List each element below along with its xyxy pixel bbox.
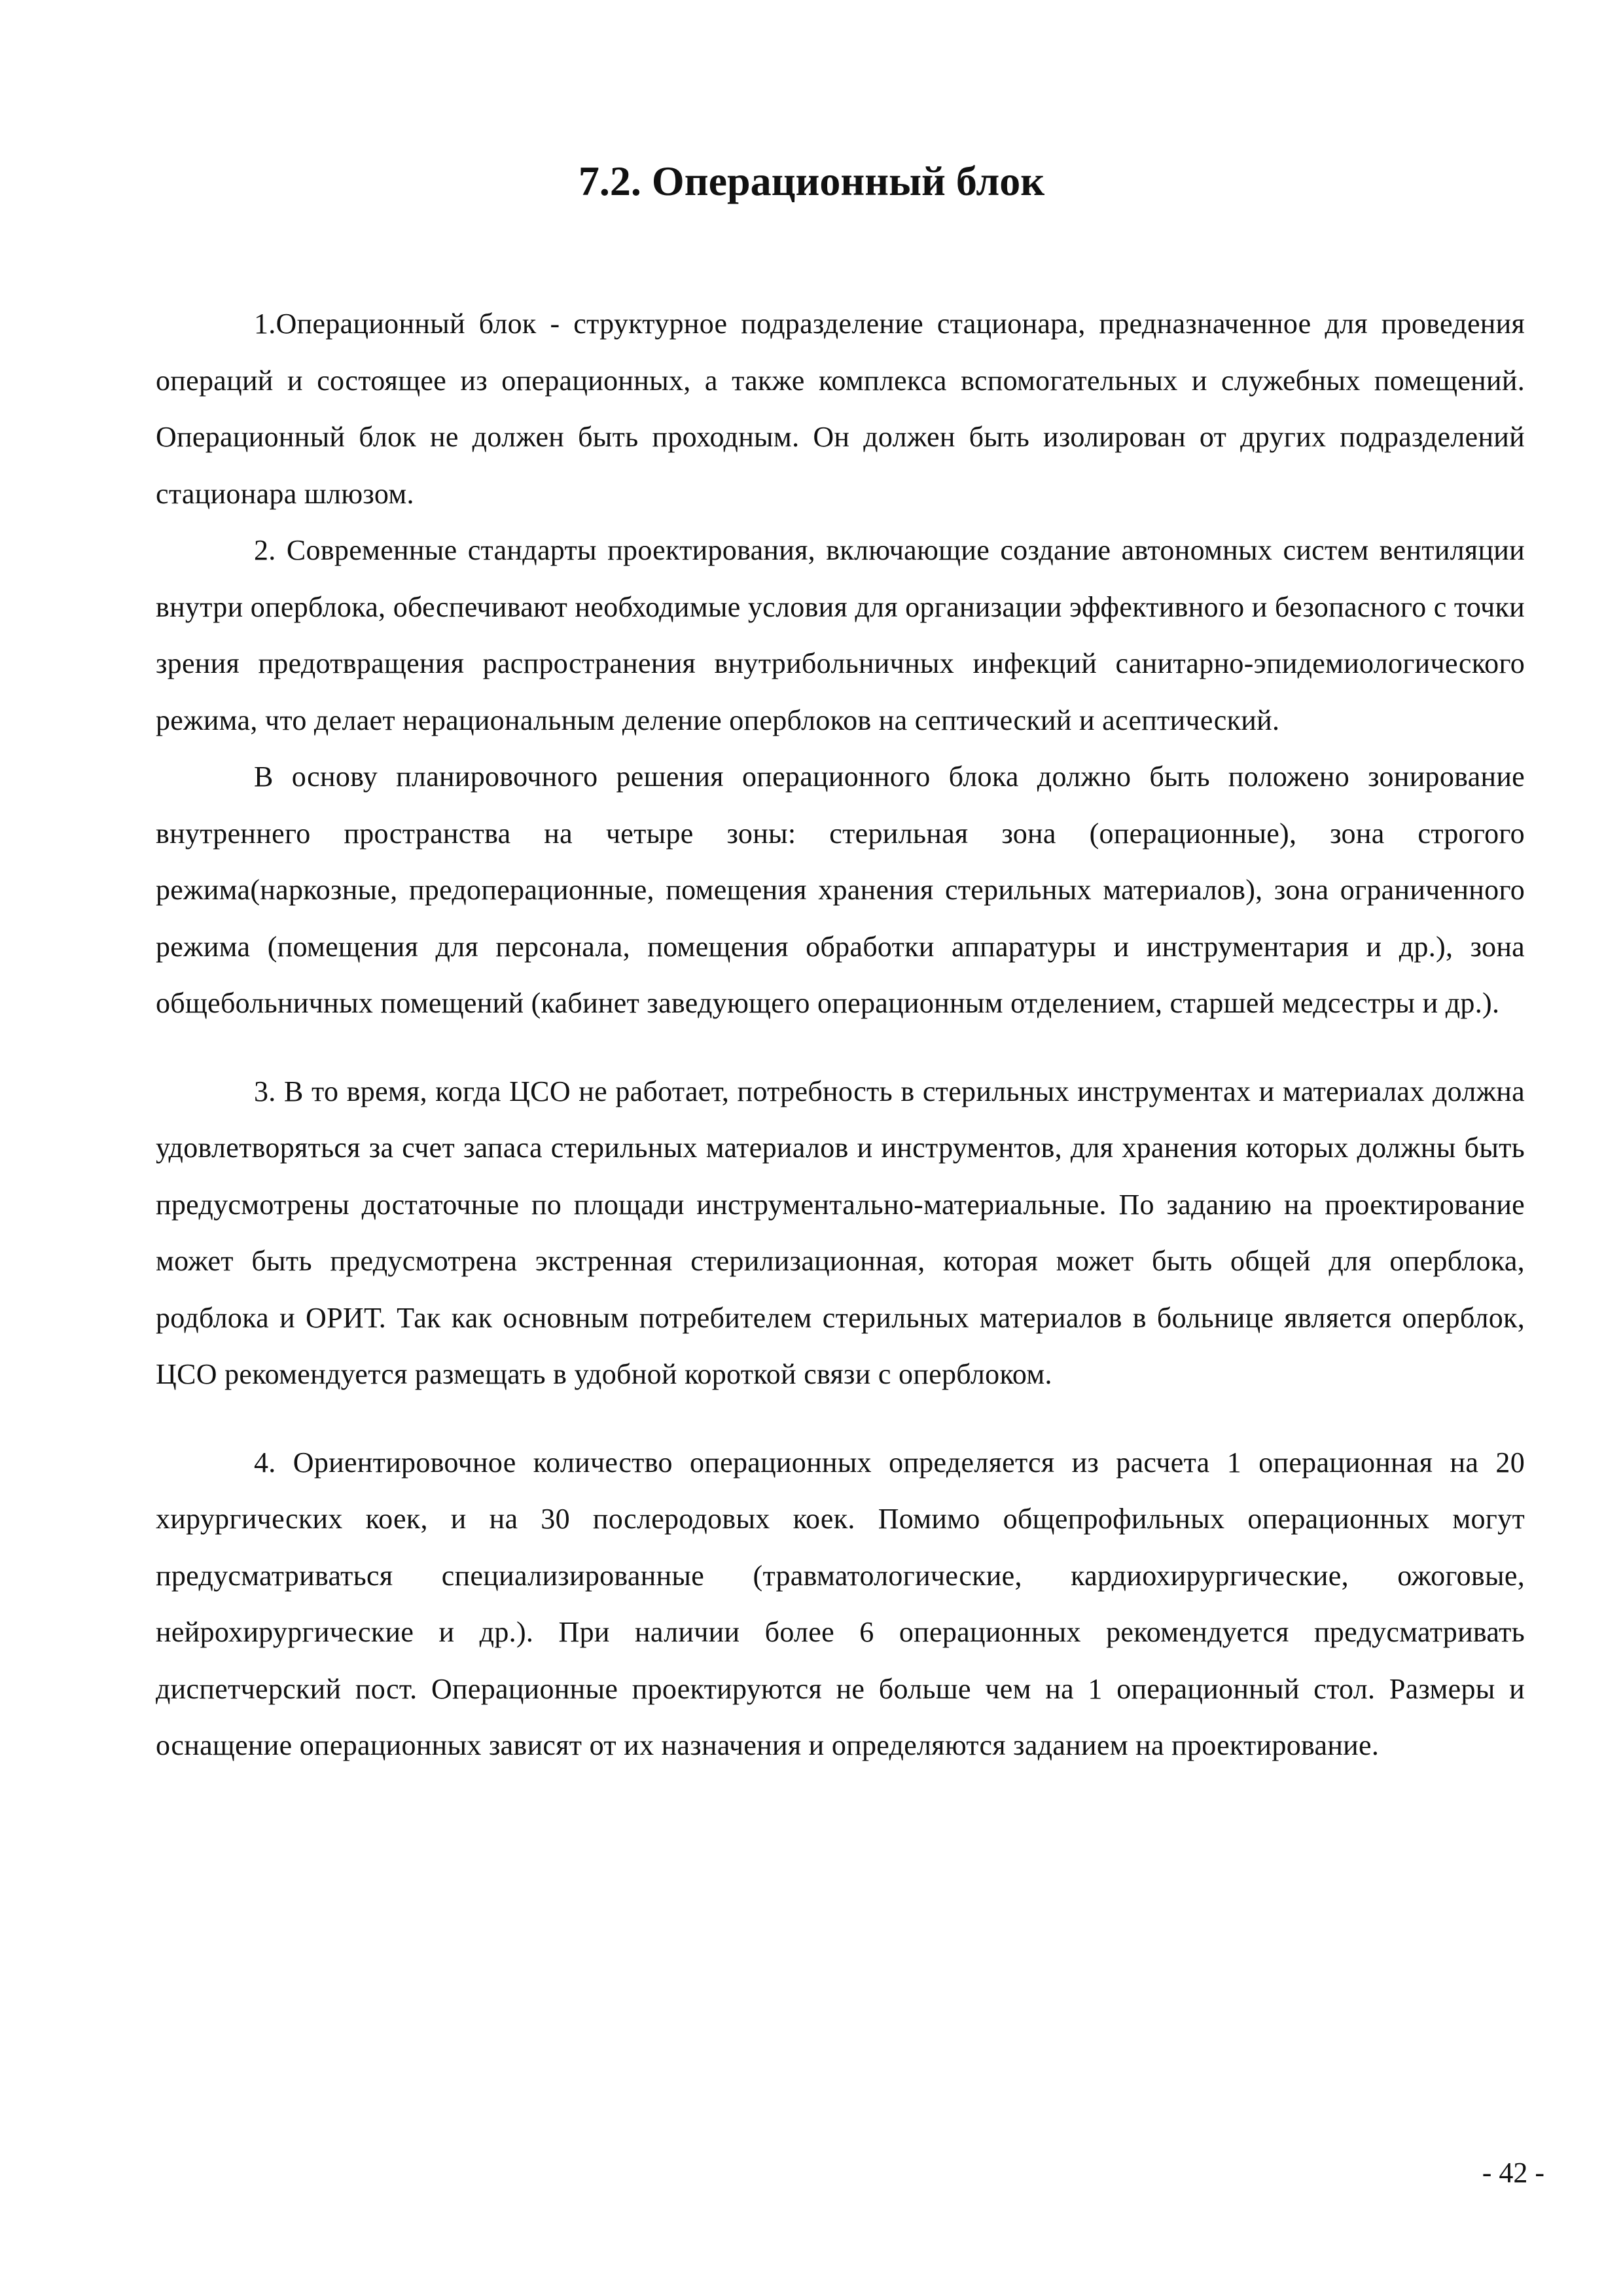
paragraph-4: 3. В то время, когда ЦСО не работает, потребность в стерильных инструментах и материалах должна удовлетворяться за счет запаса стерильных материалов и инструментов, для хранения которых должны быть предусмотрены достаточные по площади инструментально-материальные. По заданию на проектирование может быть предусмотрена экстренная стерилизационная, которая может быть общей для оперблока, родблока и ОРИТ. Так как основным потребителем стерильных материалов в больнице является оперблок, ЦСО рекомендуется размещать в удобной короткой связи с оперблоком. xyxy=(156,1075,1525,1390)
paragraph-2: 2. Современные стандарты проектирования, включающие создание автономных систем вентиляции внутри оперблока, обеспечивают необходимые условия для организации эффективного и безопасного с точки зрения предотвращения распространения внутрибольничных инфекций санитарно-эпидемиологического режима, что делает нерациональным деление оперблоков на септический и асептический. xyxy=(156,534,1525,736)
paragraph-spacer xyxy=(156,1032,1525,1064)
paragraph-3: В основу планировочного решения операционного блока должно быть положено зонирование внутреннего пространства на четыре зоны: стерильная зона (операционные), зона строгого режима(наркозные, предоперационные, помещения хранения стерильных материалов), зона ограниченного режима (помещения для персонала, помещения обработки аппаратуры и инструментария и др.), зона общебольничных помещений (кабинет заведующего операционным отделением, старшей медсестры и др.). xyxy=(156,761,1525,1019)
body-text xyxy=(156,296,1525,1774)
page-number: - 42 - xyxy=(1482,2157,1544,2189)
paragraph-5: 4. Ориентировочное количество операционных определяется из расчета 1 операционная на 20 хирургических коек, и на 30 послеродовых коек. Помимо общепрофильных операционных могут предусматриваться специализированные (травматологические, кардиохирургические, ожоговые, нейрохирургические и др.). При наличии более 6 операционных рекомендуется предусматривать диспетчерский пост. Операционные проектируются не больше чем на 1 операционный стол. Размеры и оснащение операционных зависят от их назначения и определяются заданием на проектирование. xyxy=(156,1446,1525,1761)
paragraph-spacer xyxy=(156,1403,1525,1435)
page-title: 7.2. Операционный блок xyxy=(578,158,1045,204)
paragraph-1: 1.Операционный блок - структурное подразделение стационара, предназначенное для проведения операций и состоящее из операционных, а также комплекса вспомогательных и служебных помещений. Операционный блок не должен быть проходным. Он должен быть изолирован от других подразделений стационара шлюзом. xyxy=(156,308,1525,510)
